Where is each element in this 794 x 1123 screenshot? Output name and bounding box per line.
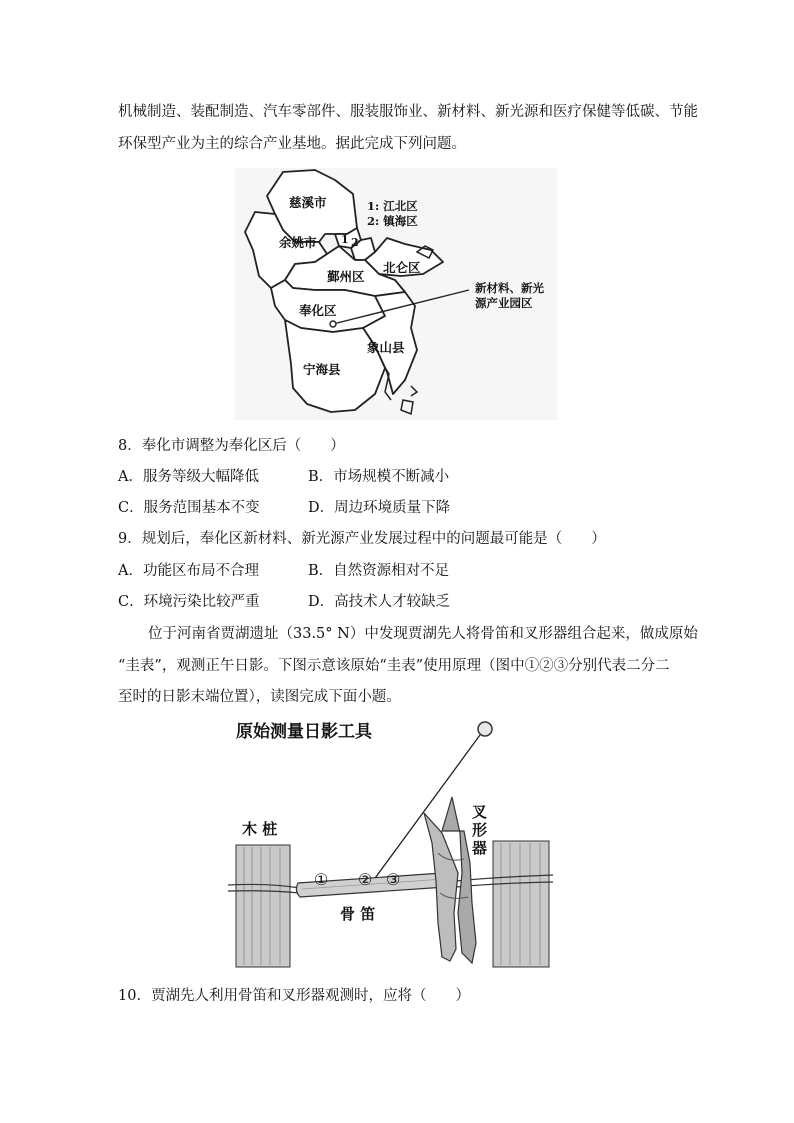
map-label-yuyao: 余姚市 — [279, 235, 317, 250]
map-label-ninghai: 宁海县 — [303, 362, 341, 377]
map-legend-1: 1: 江北区 — [367, 199, 418, 213]
map-label-beilun: 北仑区 — [383, 260, 421, 275]
gnomon-figure — [228, 713, 553, 970]
ningbo-map — [235, 168, 557, 420]
figure2-title: 原始测量日影工具 — [236, 722, 372, 742]
label-fork-3: 器 — [472, 839, 488, 857]
q9-options-row1 — [118, 561, 450, 581]
label-fork-2: 形 — [472, 821, 488, 839]
passage1-line1: 机械制造、装配制造、汽车零部件、服装服饰业、新材料、新光源和医疗保健等低碳、节能 — [118, 104, 698, 120]
marker-3: ③ — [386, 870, 401, 889]
passage1-line2: 环保型产业为主的综合产业基地。据此完成下列问题。 — [118, 136, 466, 152]
map-park-label-2: 源产业园区 — [475, 296, 533, 310]
map-label-cixi: 慈溪市 — [289, 195, 327, 210]
q9-option-a[interactable]: A．功能区布局不合理 — [118, 563, 259, 579]
passage2-line2: “圭表”，观测正午日影。下图示意该原始“圭表”使用原理（图中①②③分别代表二分二 — [118, 658, 670, 674]
passage2-line1: 位于河南省贾湖遗址（33.5° N）中发现贾湖先人将骨笛和叉形器组合起来，做成原始 — [148, 626, 698, 642]
map-legend-2: 2: 镇海区 — [367, 214, 418, 228]
q8-option-c[interactable]: C．服务范围基本不变 — [118, 500, 260, 516]
map-num-1: 1 — [341, 233, 349, 246]
map-label-xiangshan: 象山县 — [367, 340, 405, 355]
marker-1: ① — [314, 870, 329, 889]
sun-icon — [478, 722, 492, 736]
q9-options-row2 — [118, 592, 451, 612]
wooden-stake-left — [236, 845, 290, 967]
q8-options-row2 — [118, 498, 451, 518]
q8-options-row1 — [118, 467, 450, 487]
label-flute: 骨 笛 — [340, 905, 376, 923]
map-label-yinzhou: 鄞州区 — [327, 269, 365, 284]
q9-option-d[interactable]: D．高技术人才较缺乏 — [308, 594, 451, 610]
passage2-line3: 至时的日影末端位置），读图完成下面小题。 — [118, 689, 401, 705]
marker-2: ② — [358, 870, 373, 889]
label-stake: 木 桩 — [242, 820, 278, 838]
q8-option-d[interactable]: D．周边环境质量下降 — [308, 500, 451, 516]
q9-option-b[interactable]: B．自然资源相对不足 — [308, 563, 450, 579]
map-label-fenghua: 奉化区 — [299, 303, 337, 318]
map-park-label-1: 新材料、新光 — [475, 281, 544, 295]
map-num-2: 2 — [351, 236, 359, 249]
q8-option-a[interactable]: A．服务等级大幅降低 — [118, 469, 259, 485]
wooden-stake-right — [493, 841, 549, 967]
q8-option-b[interactable]: B．市场规模不断减小 — [308, 469, 450, 485]
q9-stem: 9．规划后，奉化区新材料、新光源产业发展过程中的问题最可能是（ ） — [118, 531, 606, 547]
label-fork-1: 叉 — [472, 803, 488, 821]
q10-stem: 10．贾湖先人利用骨笛和叉形器观测时，应将（ ） — [118, 988, 470, 1004]
q9-option-c[interactable]: C．环境污染比较严重 — [118, 594, 260, 610]
q8-stem: 8．奉化市调整为奉化区后（ ） — [118, 438, 345, 454]
